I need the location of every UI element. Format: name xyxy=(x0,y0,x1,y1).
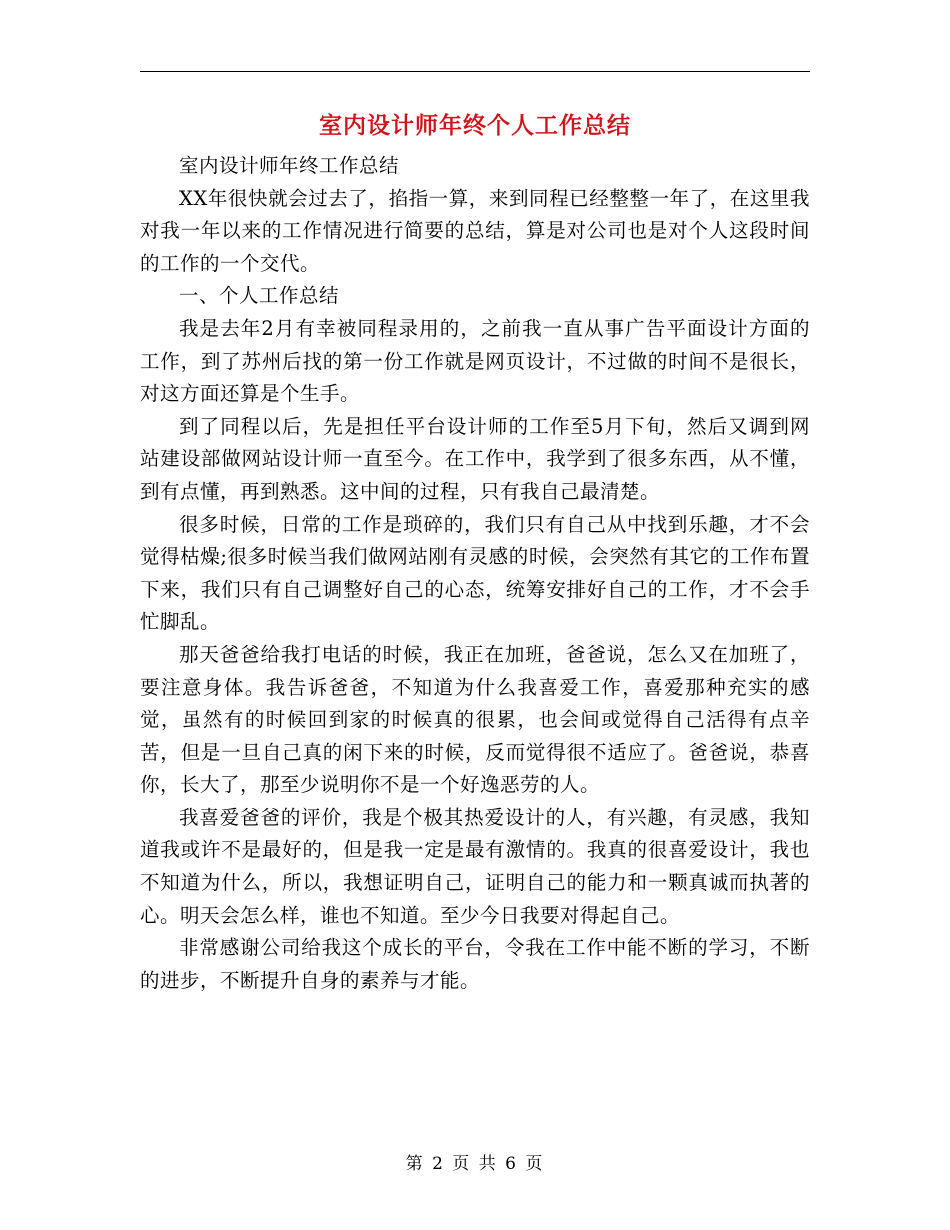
page-number: 第 2 页 共 6 页 xyxy=(405,1154,545,1174)
section-heading: 一、个人工作总结 xyxy=(179,284,340,308)
paragraph: 我喜爱爸爸的评价，我是个极其热爱设计的人，有兴趣，有灵感，我知道我或许不是最好的，但是我一定是最有激情的。我真的很喜爱设计，我也不知道为什么，所以，我想证明自己，证明自己的能力和一颗真诚而执著的心。明天会怎么样，谁也不知道。至少今日我要对得起自己。 xyxy=(140,805,810,927)
paragraph: 室内设计师年终工作总结 xyxy=(179,154,400,177)
paragraph: 非常感谢公司给我这个成长的平台，令我在工作中能不断的学习，不断的进步，不断提升自身的素养与才能。 xyxy=(140,936,810,992)
paragraph: 那天爸爸给我打电话的时候，我正在加班，爸爸说，怎么又在加班了，要注意身体。我告诉爸爸，不知道为什么我喜爱工作，喜爱那种充实的感觉，虽然有的时候回到家的时候真的很累，也会间或觉得自己活得有点辛苦，但是一旦自己真的闲下来的时候，反而觉得很不适应了。爸爸说，恭喜你，长大了，那至少说明你不是一个好逸恶劳的人。 xyxy=(140,642,810,797)
document-body xyxy=(140,150,810,997)
paragraph: 很多时候，日常的工作是琐碎的，我们只有自己从中找到乐趣，才不会觉得枯燥;很多时候当我们做网站刚有灵感的时候，会突然有其它的工作布置下来，我们只有自己调整好自己的心态，统筹安排好自己的工作，才不会手忙脚乱。 xyxy=(140,512,810,634)
document-title: 室内设计师年终个人工作总结 xyxy=(319,113,631,139)
paragraph: XX年很快就会过去了，掐指一算，来到同程已经整整一年了，在这里我对我一年以来的工作情况进行简要的总结，算是对公司也是对个人这段时间的工作的一个交代。 xyxy=(140,186,810,275)
paragraph: 我是去年2月有幸被同程录用的，之前我一直从事广告平面设计方面的工作，到了苏州后找的第一份工作就是网页设计，不过做的时间不是很长，对这方面还算是个生手。 xyxy=(140,316,810,406)
header-rule xyxy=(140,71,810,72)
paragraph: 到了同程以后，先是担任平台设计师的工作至5月下旬，然后又调到网站建设部做网站设计师一直至今。在工作中，我学到了很多东西，从不懂，到有点懂，再到熟悉。这中间的过程，只有我自己最清楚。 xyxy=(140,414,810,503)
